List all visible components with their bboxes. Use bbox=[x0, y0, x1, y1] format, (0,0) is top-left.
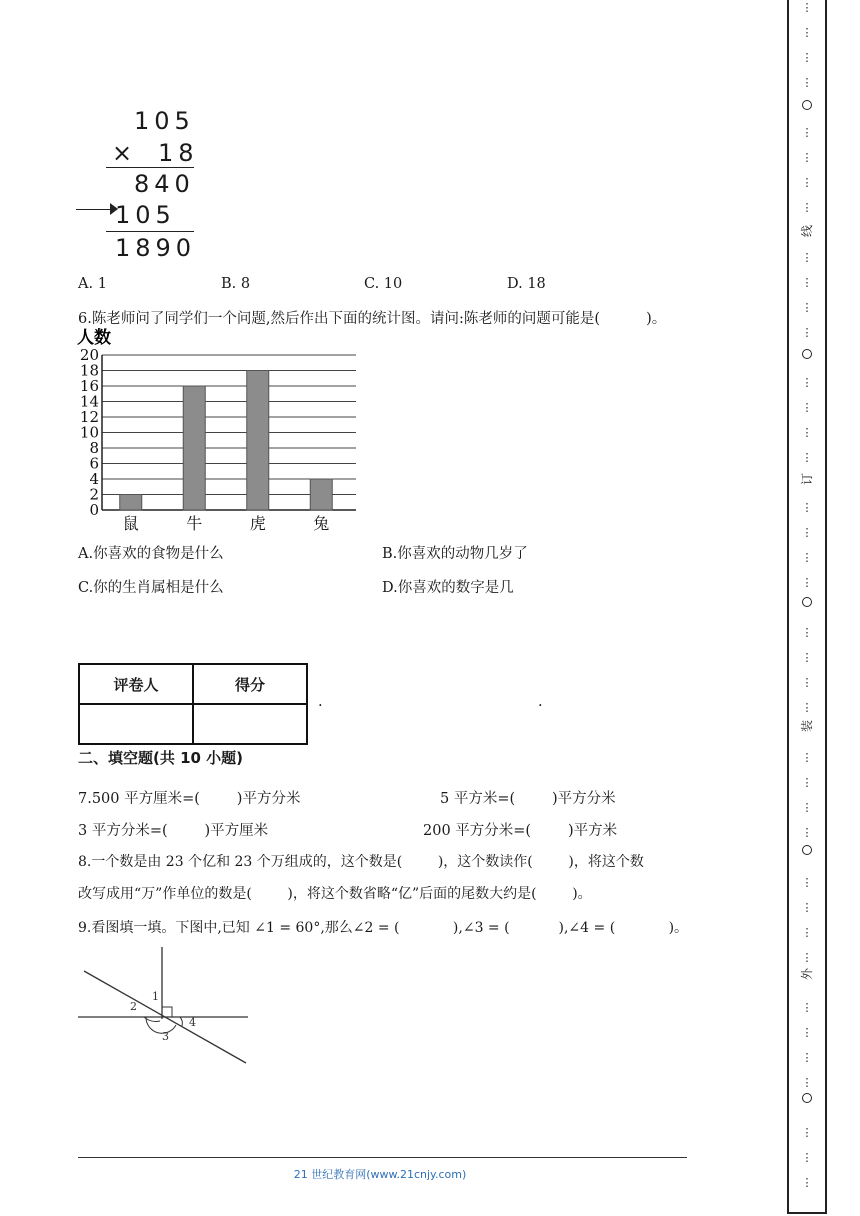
q6-option-c: C.你的生肖属相是什么 bbox=[78, 580, 224, 596]
bar bbox=[247, 371, 269, 511]
grader-header: 评卷人 bbox=[79, 664, 193, 704]
multiplier: 18 bbox=[158, 139, 199, 167]
calc-rule-2 bbox=[106, 231, 194, 232]
x-tick-label: 牛 bbox=[186, 514, 203, 533]
binding-dots: ⋮ bbox=[801, 26, 813, 39]
score-header: 得分 bbox=[193, 664, 307, 704]
angle-arc-3 bbox=[146, 1017, 176, 1033]
binding-dots: ⋮ bbox=[801, 801, 813, 814]
binding-label: 外 bbox=[800, 968, 814, 981]
multiplicand: 105 bbox=[134, 107, 195, 135]
y-tick-label: 8 bbox=[89, 439, 99, 457]
product-result: 1890 bbox=[115, 234, 197, 262]
binding-dots: ⋮ bbox=[801, 651, 813, 664]
angle-label-1: 1 bbox=[152, 990, 159, 1003]
y-tick-label: 12 bbox=[79, 408, 99, 426]
q5-option-d: D. 18 bbox=[507, 276, 546, 292]
binding-circle-icon bbox=[789, 100, 825, 112]
angle-arc-4 bbox=[180, 1017, 182, 1026]
binding-dots: ⋮ bbox=[801, 1051, 813, 1064]
q5-option-b: B. 8 bbox=[221, 276, 251, 292]
binding-dots: ⋮ bbox=[801, 176, 813, 189]
binding-dots: ⋮ bbox=[801, 1126, 813, 1139]
q9-question: 9.看图填一填。下图中,已知 ∠1 = 60°,那么∠2 = ( ),∠3 = ( ),∠4 = ( )。 bbox=[78, 920, 689, 936]
angle-label-2: 2 bbox=[130, 1000, 137, 1013]
y-tick-label: 2 bbox=[89, 485, 99, 504]
binding-dots: ⋮ bbox=[801, 876, 813, 889]
dot-mark-2: . bbox=[538, 694, 543, 710]
binding-dots: ⋮ bbox=[801, 1026, 813, 1039]
x-tick-label: 兔 bbox=[313, 514, 330, 533]
binding-label: 订 bbox=[800, 473, 814, 486]
binding-circle-icon bbox=[789, 1093, 825, 1105]
q6-option-a: A.你喜欢的食物是什么 bbox=[78, 546, 224, 562]
binding-dots: ⋮ bbox=[801, 301, 813, 314]
q5-option-a: A. 1 bbox=[78, 276, 107, 292]
multiplier-sign: × bbox=[112, 139, 138, 167]
binding-dots: ⋮ bbox=[801, 451, 813, 464]
calc-rule-1 bbox=[106, 167, 194, 168]
q5-option-c: C. 10 bbox=[364, 276, 403, 292]
q6-question: 6.陈老师问了同学们一个问题,然后作出下面的统计图。请问:陈老师的问题可能是( )。 bbox=[78, 311, 667, 327]
angle-diagram bbox=[76, 945, 256, 1070]
bar bbox=[120, 495, 142, 511]
binding-strip bbox=[787, 0, 827, 1214]
binding-dots: ⋮ bbox=[801, 626, 813, 639]
y-tick-label: 20 bbox=[79, 346, 99, 364]
binding-dots: ⋮ bbox=[801, 676, 813, 689]
chart-ylabel: 人数 bbox=[77, 328, 111, 348]
binding-dots: ⋮ bbox=[801, 1001, 813, 1014]
x-tick-label: 虎 bbox=[249, 514, 266, 533]
angle-label-3: 3 bbox=[162, 1030, 169, 1043]
x-tick-label: 鼠 bbox=[122, 514, 139, 533]
binding-circle-icon bbox=[789, 845, 825, 857]
binding-dots: ⋮ bbox=[801, 401, 813, 414]
y-tick-label: 6 bbox=[89, 454, 99, 473]
dot-mark-1: . bbox=[318, 694, 323, 710]
binding-dots: ⋮ bbox=[801, 901, 813, 914]
binding-dots: ⋮ bbox=[801, 751, 813, 764]
y-tick-label: 0 bbox=[89, 501, 99, 519]
binding-dots: ⋮ bbox=[801, 251, 813, 264]
binding-dots: ⋮ bbox=[801, 76, 813, 89]
binding-dots: ⋮ bbox=[801, 576, 813, 589]
section-title: 二、填空题(共 10 小题) bbox=[78, 749, 244, 767]
binding-dots: ⋮ bbox=[801, 1, 813, 14]
binding-dots: ⋮ bbox=[801, 776, 813, 789]
bar bbox=[183, 386, 205, 510]
binding-dots: ⋮ bbox=[801, 201, 813, 214]
q6-option-b: B.你喜欢的动物几岁了 bbox=[382, 546, 528, 562]
binding-dots: ⋮ bbox=[801, 1076, 813, 1089]
bar bbox=[310, 479, 332, 510]
partial-product-2: 105 bbox=[115, 201, 176, 229]
binding-circle-icon bbox=[789, 349, 825, 361]
q7-line2b: 200 平方分米=( )平方米 bbox=[423, 823, 618, 839]
binding-dots: ⋮ bbox=[801, 426, 813, 439]
binding-label: 装 bbox=[800, 720, 814, 733]
footer-rule bbox=[78, 1157, 687, 1158]
y-tick-label: 10 bbox=[79, 423, 99, 442]
binding-dots: ⋮ bbox=[801, 51, 813, 64]
binding-dots: ⋮ bbox=[801, 326, 813, 339]
binding-dots: ⋮ bbox=[801, 1176, 813, 1189]
multiplication-calc bbox=[90, 100, 210, 265]
q6-option-d: D.你喜欢的数字是几 bbox=[382, 580, 514, 596]
bar-chart bbox=[75, 326, 375, 536]
binding-dots: ⋮ bbox=[801, 951, 813, 964]
partial-product-1: 840 bbox=[134, 170, 195, 198]
q7-line1a: 7.500 平方厘米=( )平方分米 bbox=[78, 791, 301, 807]
q7-line2a: 3 平方分米=( )平方厘米 bbox=[78, 823, 269, 839]
binding-dots: ⋮ bbox=[801, 151, 813, 164]
angle-label-4: 4 bbox=[189, 1016, 196, 1029]
binding-dots: ⋮ bbox=[801, 276, 813, 289]
binding-dots: ⋮ bbox=[801, 501, 813, 514]
y-tick-label: 18 bbox=[79, 361, 99, 380]
binding-dots: ⋮ bbox=[801, 701, 813, 714]
binding-dots: ⋮ bbox=[801, 526, 813, 539]
q8-line2: 改写成用“万”作单位的数是( )，将这个数省略“亿”后面的尾数大约是( )。 bbox=[78, 886, 592, 902]
footer-text[interactable]: 21 世纪教育网(www.21cnjy.com) bbox=[293, 1168, 467, 1181]
q8-line1: 8.一个数是由 23 个亿和 23 个万组成的，这个数是( )，这个数读作( )，将这个数 bbox=[78, 854, 644, 870]
q7-line1b: 5 平方米=( )平方分米 bbox=[440, 791, 616, 807]
binding-dots: ⋮ bbox=[801, 376, 813, 389]
y-tick-label: 16 bbox=[79, 377, 99, 395]
binding-dots: ⋮ bbox=[801, 1151, 813, 1164]
score-cell[interactable] bbox=[193, 704, 307, 744]
binding-dots: ⋮ bbox=[801, 926, 813, 939]
y-tick-label: 14 bbox=[79, 392, 99, 411]
grade-table bbox=[78, 663, 308, 745]
binding-dots: ⋮ bbox=[801, 826, 813, 839]
y-tick-label: 4 bbox=[89, 470, 99, 488]
binding-dots: ⋮ bbox=[801, 551, 813, 564]
binding-dots: ⋮ bbox=[801, 126, 813, 139]
binding-circle-icon bbox=[789, 597, 825, 609]
grader-cell[interactable] bbox=[79, 704, 193, 744]
binding-label: 线 bbox=[800, 225, 814, 238]
